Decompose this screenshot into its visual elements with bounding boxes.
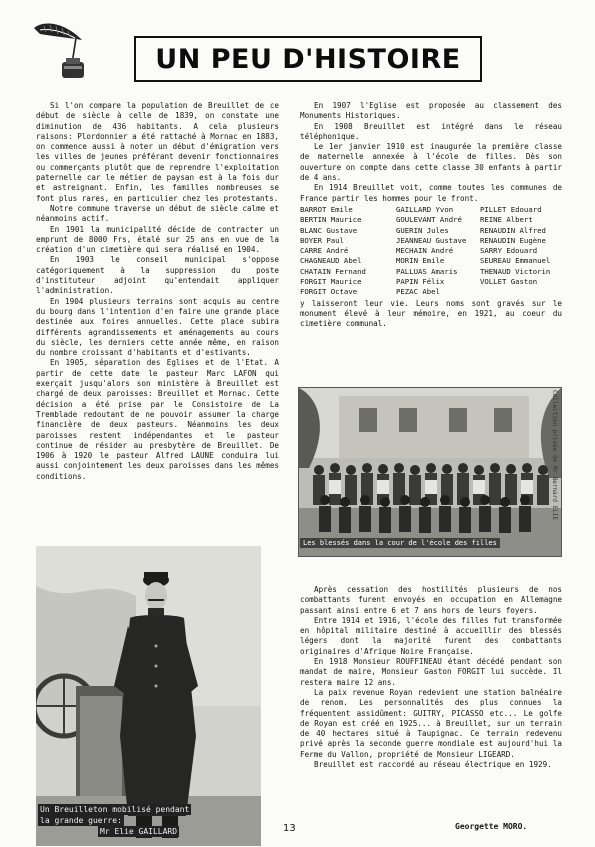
soldier-name: PEZAC Abel	[396, 287, 440, 297]
fallen-soldiers-list	[300, 205, 562, 298]
left-column	[36, 101, 279, 482]
soldier-name: VOLLET Gaston	[480, 277, 538, 287]
soldier-name: CHAGNEAUD Abel	[300, 256, 362, 266]
soldier-name: CARRE André	[300, 246, 349, 256]
paragraph: Entre 1914 et 1916, l'école des filles fut transformée en hôpital militaire destiné à accueillir des blessés légers dont la majorité furent des combattants originaires d'Afrique Noire Française.	[300, 615, 562, 656]
caption-line: Mr Elie GAILLARD	[100, 827, 178, 836]
soldier-name: FORGIT Octave	[300, 287, 358, 297]
soldier-name: GOULEVANT André	[396, 215, 462, 225]
soldier-name: RENAUDIN Alfred	[480, 225, 546, 235]
soldier-name: CHATAIN Fernand	[300, 266, 366, 276]
paragraph: En 1907 l'Eglise est proposée au classement des Monuments Historiques.	[300, 101, 562, 121]
paragraph: En 1918 Monsieur ROUFFINEAU étant décédé pendant son mandat de maire, Monsieur Gaston FORGIT lui succède. Il restera maire 12 ans.	[300, 657, 562, 687]
photo-caption	[38, 804, 258, 837]
soldier-name: BOYER Paul	[300, 235, 344, 245]
paragraph: Breuillet est raccordé au réseau électrique en 1929.	[314, 760, 552, 770]
paragraph: En 1905, séparation des Eglises et de l'Etat. A partir de cette date le pasteur Marc LAFON qui exerçait jusqu'alors son ministère à Breuillet est chargé de deux paroisses: Breuillet et Mornac. Cette décision a été prise par le Consistoire de La Tremblade redoutant de ne pouvoir assumer la charge financière de deux pasteurs. Néanmoins les deux paroisses restent indépendantes et le pasteur continue de résider au presbytère de Breuillet. De 1906 à 1920 le pasteur Alfred LAUNE conduira lui aussi conjointement les deux paroisses dans les mêmes conditions.	[36, 358, 279, 481]
paragraph: En 1901 la municipalité décide de contracter un emprunt de 8000 Frs, étalé sur 25 ans en vue de la création d'un cimetière qui sera réalisé en 1904.	[36, 224, 279, 255]
soldier-name: PAPIN Félix	[396, 277, 445, 287]
soldier-name: THENAUD Victorin	[480, 266, 551, 276]
wounded-soldiers-photo	[298, 387, 562, 557]
page-title: UN PEU D'HISTOIRE	[134, 36, 482, 82]
page-number: 13	[283, 823, 296, 834]
soldier-name	[480, 287, 562, 297]
soldier-name: BERTIN Maurice	[300, 215, 362, 225]
soldier-name: SEUREAU Emmanuel	[480, 256, 551, 266]
paragraph: Notre commune traverse un début de siècle calme et néanmoins actif.	[36, 203, 279, 224]
paragraph: Si l'on compare la population de Breuillet de ce début de siècle à celle de 1839, on constate une diminution de 436 habitants. A cela plusieurs raisons: Plordonnier a été rattaché à Mornac en 1883, on commence aussi à noter un début d'émigration vers les villes de jeunes préférant devenir fonctionnaires ou commerçants plutôt que de reprendre l'exploitation paternelle car le métier de paysan est à la fois dur et astreignant. Enfin, les familles nombreuses se font plus rares, en particulier chez les protestants.	[36, 101, 279, 203]
paragraph: Le 1er janvier 1910 est inaugurée la première classe de maternelle annexée à l'école de filles. Dès son ouverture on compte dans cette classe 30 enfants à partir de 4 ans.	[300, 142, 562, 183]
soldier-name: BARROT Emile	[300, 204, 353, 214]
soldier-name: FORGIT Maurice	[300, 277, 362, 287]
photo-credit: Collection privée de Mr Bernard ELIE	[551, 390, 558, 521]
soldier-name: JEANNEAU Gustave	[396, 235, 467, 245]
caption-line: la grande guerre:	[40, 816, 122, 825]
soldier-name: REINE Albert	[480, 215, 533, 225]
paragraph: y laisseront leur vie. Leurs noms sont gravés sur le monument élevé à leur mémoire, en 1921, au coeur du cimetière communal.	[300, 298, 562, 329]
soldier-name: RENAUDIN Eugène	[480, 235, 546, 245]
bottom-right-column	[300, 585, 562, 770]
paragraph: En 1903 le conseil municipal s'oppose catégoriquement à la suppression du poste d'instituteur adjoint qu'entendait appliquer l'administration.	[36, 255, 279, 296]
soldier-name: GUERIN Jules	[396, 225, 449, 235]
photo-caption: Les blessés dans la cour de l'école des filles	[300, 538, 500, 548]
soldier-name: SARRY Edouard	[480, 246, 538, 256]
soldier-name: PALLUAS Amaris	[396, 266, 458, 276]
soldier-name: GAILLARD Yvon	[396, 204, 454, 214]
soldier-portrait-photo	[36, 546, 261, 846]
soldier-name: MORIN Emile	[396, 256, 445, 266]
caption-line: Un Breuilleton mobilisé pendant	[40, 805, 190, 814]
paragraph: La paix revenue Royan redevient une station balnéaire de renom. Les personnalités des plus connues la fréquentent assidûment: GUITRY, PICASSO etc... Le golfe de Royan est créé en 1925... à Breuillet, sur un terrain de 40 hectares situé à Taupignac. Ce terrain redevenu privé après la seconde guerre mondiale est aujourd'hui la Ferme du Vallon, propriété de Monsieur LIGEARD.	[300, 687, 562, 759]
author-signature: Georgette MORO.	[455, 822, 528, 831]
paragraph: En 1914 Breuillet voit, comme toutes les communes de France partir les hommes pour le front.	[300, 183, 562, 203]
soldier-name: BLANC Gustave	[300, 225, 358, 235]
paragraph: Après cessation des hostilités plusieurs de nos combattants furent envoyés en occupation en Allemagne passant ainsi entre 6 et 7 ans hors de leurs foyers.	[300, 585, 562, 615]
paragraph: En 1908 Breuillet est intégré dans le réseau téléphonique.	[300, 121, 562, 141]
soldier-name: MECHAIN André	[396, 246, 454, 256]
quill-inkwell-logo	[30, 18, 88, 82]
soldier-name: PILLET Edouard	[480, 204, 542, 214]
right-column	[300, 101, 562, 330]
paragraph: En 1904 plusieurs terrains sont acquis au centre du bourg dans l'intention d'en faire une grande place destinée aux foires annuelles. Cette place subira différents agrandissements et aménagements au cours du siècle, les derniers cette année même, en raison du nombre croissant d'habitants et d'estivants.	[36, 296, 279, 358]
